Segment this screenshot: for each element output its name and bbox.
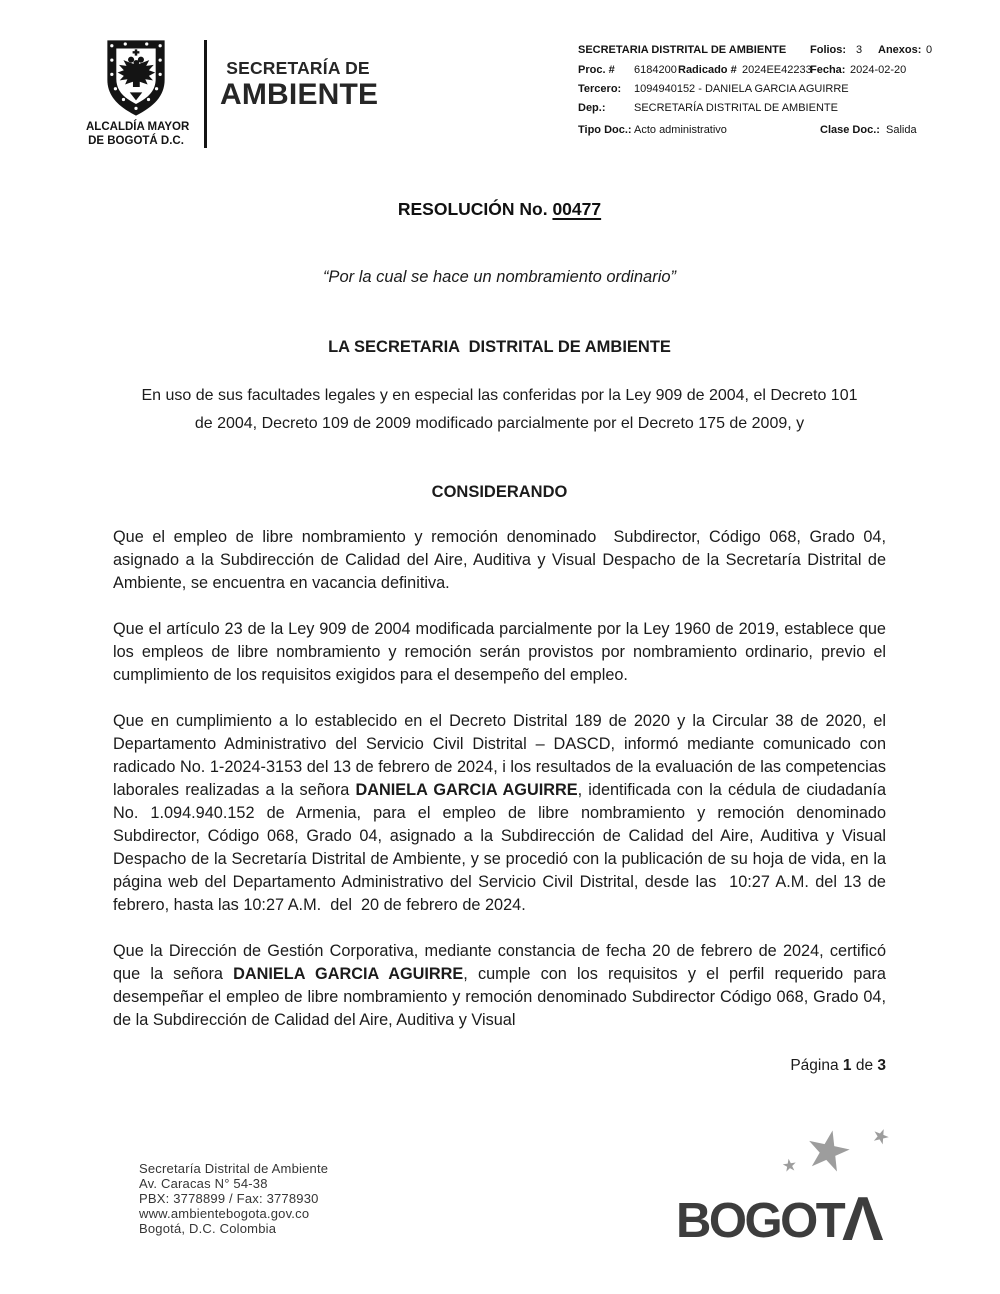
meta-anexos-value: 0 xyxy=(926,44,933,56)
filing-metadata xyxy=(578,42,978,142)
page-number xyxy=(113,1056,886,1075)
paragraph-3: Que en cumplimiento a lo establecido en el Decreto Distrital 189 de 2020 y la Circular 38 de 2020, el Departamento Administrativo del Servicio Civil Distrital – DASCD, informó mediante comunicado con radicado No. 1-2024-3153 del 13 de febrero de 2024, i los resultados de la evaluación de las competencias laborales realizadas a la señora DANIELA GARCIA AGUIRRE, identificada con la cédula de ciudadanía No. 1.094.940.152 de Armenia, para el empleo de libre nombramiento y remoción denominado Subdirector, Código 068, Grado 04, asignado a la Subdirección de Calidad del Aire, Auditiva y Visual Despacho de la Secretaría Distrital de Ambiente, y se procedió con la publicación de su hoja de vida, en la página web del Departamento Administrativo del Servicio Civil Distrital, desde las 10:27 A.M. del 13 de febrero, hasta las 10:27 A.M. del 20 de febrero de 2024. xyxy=(113,712,891,914)
star-large-icon: ★ xyxy=(798,1114,859,1187)
bogota-logo xyxy=(676,1114,894,1254)
bogota-wordmark-text: BOGOT xyxy=(676,1194,844,1248)
meta-dep-value: SECRETARÍA DISTRITAL DE AMBIENTE xyxy=(634,102,838,114)
meta-tercero-value: 1094940152 - DANIELA GARCIA AGUIRRE xyxy=(634,83,849,95)
meta-fecha-value: 2024-02-20 xyxy=(850,64,907,76)
meta-fecha-label: Fecha: xyxy=(810,64,846,76)
crest-caption-line2: DE BOGOTÁ D.C. xyxy=(88,134,184,147)
meta-clasedoc-value: Salida xyxy=(886,124,917,136)
star-small-icon: ★ xyxy=(780,1155,799,1177)
bogota-coat-of-arms xyxy=(86,38,190,148)
meta-radicado-label: Radicado # xyxy=(678,64,737,76)
footer-address-line3: PBX: 3778899 / Fax: 3778930 xyxy=(139,1191,319,1206)
bogota-wordmark-lambda: Λ xyxy=(842,1185,884,1254)
resolution-title xyxy=(113,199,886,219)
crest-caption-line1: ALCALDÍA MAYOR xyxy=(86,121,190,133)
bogota-wordmark xyxy=(676,1185,884,1254)
page-number-separator: de xyxy=(851,1057,878,1074)
meta-proc-value: 6184200 xyxy=(634,64,677,76)
page-number-label: Página xyxy=(790,1057,843,1074)
page-number-total: 3 xyxy=(877,1057,886,1074)
footer-address-line1: Secretaría Distrital de Ambiente xyxy=(139,1161,329,1176)
paragraph-1: Que el empleo de libre nombramiento y remoción denominado Subdirector, Código 068, Grado 04, asignado a la Subdirección de Calidad del Aire, Auditiva y Visual Despacho de la Secretaría Distrital de Ambiente, se encuentra en vacancia definitiva. xyxy=(113,528,891,592)
meta-dep-label: Dep.: xyxy=(578,102,606,114)
considerando-heading: CONSIDERANDO xyxy=(431,483,568,501)
meta-radicado-value: 2024EE42233 xyxy=(742,64,812,76)
letterhead-divider xyxy=(204,40,207,148)
star-small-icon: ★ xyxy=(868,1121,894,1151)
entity-line1: SECRETARÍA DE xyxy=(226,58,370,78)
entity-line2: AMBIENTE xyxy=(220,78,379,111)
coat-of-arms-icon xyxy=(102,38,170,118)
entity-wordmark xyxy=(220,57,379,111)
meta-entity-title: SECRETARIA DISTRITAL DE AMBIENTE xyxy=(578,44,787,56)
document-body xyxy=(113,155,891,1075)
letterhead xyxy=(0,0,1000,155)
meta-folios-label: Folios: xyxy=(810,44,847,56)
footer-address xyxy=(139,1161,328,1236)
meta-proc-label: Proc. # xyxy=(578,64,615,76)
meta-folios-value: 3 xyxy=(856,44,863,56)
meta-tercero-label: Tercero: xyxy=(578,83,622,95)
issuing-authority-heading: LA SECRETARIA DISTRITAL DE AMBIENTE xyxy=(328,338,671,356)
resolution-subtitle: “Por la cual se hace un nombramiento ordinario” xyxy=(322,268,677,286)
paragraph-2: Que el artículo 23 de la Ley 909 de 2004 modificada parcialmente por la Ley 1960 de 2019, establece que los empleos de libre nombramiento y remoción serán provistos por nombramiento ordinario, previo el cumplimiento de los requisitos exigidos para el desempeño del empleo. xyxy=(113,620,891,684)
footer-address-line5: Bogotá, D.C. Colombia xyxy=(139,1221,277,1236)
page-number-current: 1 xyxy=(842,1057,852,1074)
meta-tipodoc-label: Tipo Doc.: xyxy=(578,124,632,136)
resolution-title-prefix: RESOLUCIÓN No. xyxy=(397,199,553,219)
crest-caption xyxy=(86,121,190,148)
footer-address-line4: www.ambientebogota.gov.co xyxy=(139,1206,310,1221)
bogota-stars-icon xyxy=(760,1114,900,1194)
meta-tipodoc-value: Acto administrativo xyxy=(634,124,727,136)
meta-clasedoc-label: Clase Doc.: xyxy=(820,124,880,136)
legal-preamble: En uso de sus facultades legales y en especial las conferidas por la Ley 909 de 2004, el Decreto 101 de 2004, Decreto 109 de 2009 modificado parcialmente por el Decreto 175 de 2009, y xyxy=(141,387,858,432)
paragraph-4: Que la Dirección de Gestión Corporativa, mediante constancia de fecha 20 de febrero de 2024, certificó que la señora DANIELA GARCIA AGUIRRE, cumple con los requisitos y el perfil requerido para desempeñar el empleo de libre nombramiento y remoción denominado Subdirector Código 068, Grado 04, de la Subdirección de Calidad del Aire, Auditiva y Visual xyxy=(113,942,891,1029)
resolution-number: 00477 xyxy=(552,199,602,219)
meta-anexos-label: Anexos: xyxy=(878,44,922,56)
footer-address-line2: Av. Caracas N° 54-38 xyxy=(139,1176,268,1191)
